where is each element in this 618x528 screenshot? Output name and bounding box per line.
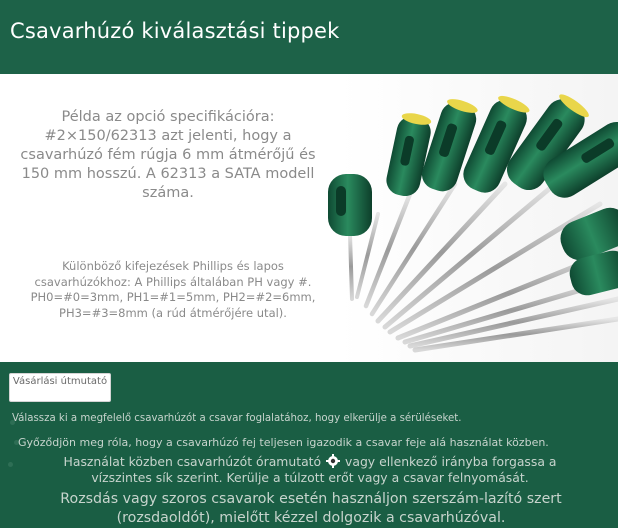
tip-rusty-screws: Rozsdás vagy szoros csavarok esetén használjon szerszám-lazító szert (rozsdaoldót), mielőtt kézzel dolgozik a csavarhúzóval.	[60, 491, 562, 526]
tip-rotation	[40, 454, 580, 486]
product-image-panel	[0, 74, 618, 362]
buying-guide-button[interactable]: Vásárlási útmutató	[9, 373, 111, 402]
phillips-terms-text: Különböző kifejezések Phillips és lapos csavarhúzókhoz: A Phillips általában PH vagy #. PH0=#0=3mm, PH1=#1=5mm, PH2=#2=6mm, PH3=#3=8mm (a rúd átmérőjére utal).	[30, 259, 316, 320]
header-bar	[0, 0, 618, 74]
tip-select-screwdriver: Válassza ki a megfelelő csavarhúzót a csavar foglalatához, hogy elkerülje a sérüléseket.	[12, 413, 462, 424]
tip-rotation-part1: Használat közben csavarhúzót óramutató	[63, 454, 322, 469]
gear-icon	[326, 454, 340, 468]
tip-align-head: Győződjön meg róla, hogy a csavarhúzó fej teljesen igazodik a csavar feje alá használat közben.	[18, 436, 549, 449]
screwdriver-set-image	[0, 74, 618, 362]
bullet-dot	[8, 462, 13, 467]
tip-rotation-part2: vagy ellenkező irányba forgassa a vízszintes sík szerint. Kerülje a túlzott erőt vagy a csavar felnyomását.	[91, 454, 557, 485]
spec-example-text: Példa az opció specifikációra: #2×150/62313 azt jelenti, hogy a csavarhúzó fém rúgja 6 mm átmérőjű és 150 mm hosszú. A 62313 a SATA modell száma.	[20, 109, 316, 201]
page-title: Csavarhúzó kiválasztási tippek	[10, 19, 340, 43]
